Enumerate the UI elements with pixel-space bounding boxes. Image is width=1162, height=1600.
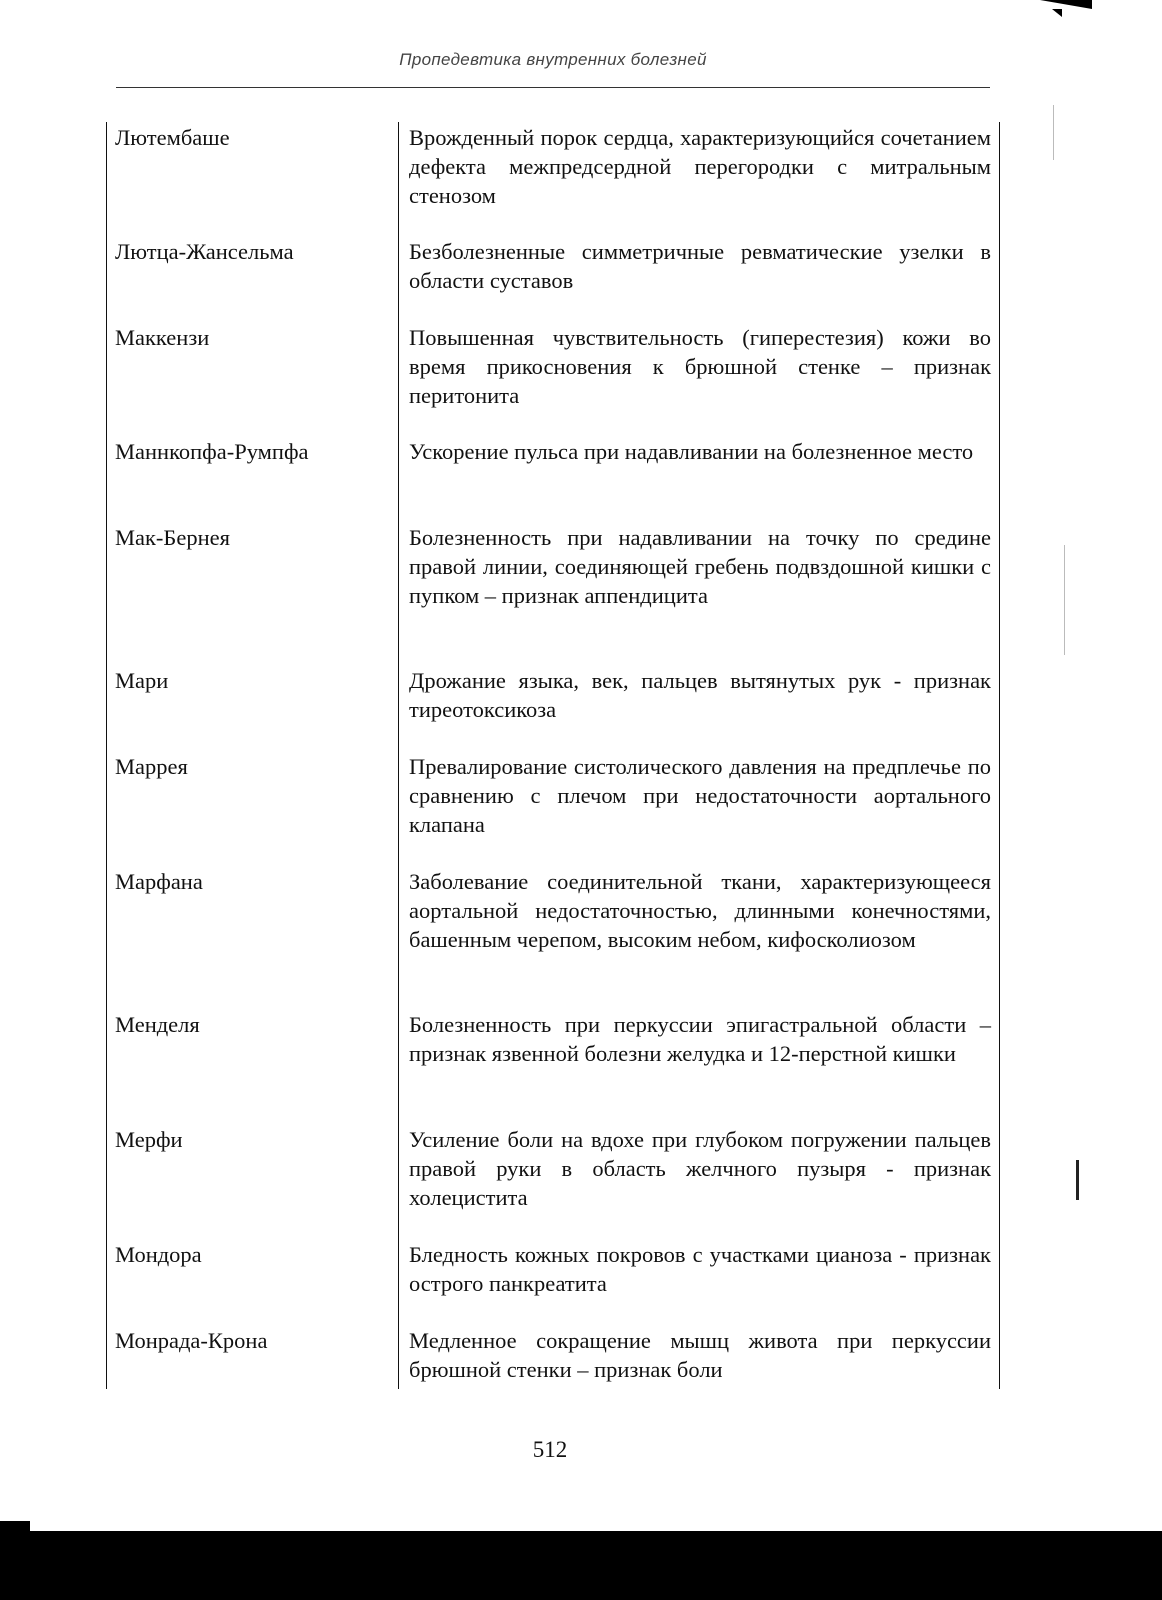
scan-corner-mark xyxy=(1040,0,1092,9)
page-number: 512 xyxy=(532,1437,568,1462)
table-column-divider xyxy=(398,122,399,1389)
eponym-definition: Дрожание языка, век, пальцев вытянутых рук - признак тиреотоксикоза xyxy=(409,668,991,722)
scan-margin-mark xyxy=(1076,1160,1079,1200)
header-rule xyxy=(116,87,990,88)
eponym-definition: Безболезненные симметричные ревматические узелки в области суставов xyxy=(409,239,991,293)
eponym-definition: Повышенная чувствительность (гиперестезия) кожи во время прикосновения к брюшной стенке – признак перитонита xyxy=(409,325,991,408)
eponym-term: Мондора xyxy=(115,1242,202,1267)
eponym-term: Лютца-Жансельма xyxy=(115,239,294,264)
eponym-term: Маррея xyxy=(115,754,188,779)
eponym-term: Мак-Бернея xyxy=(115,525,230,550)
eponym-definition: Усиление боли на вдохе при глубоком погружении пальцев правой руки в область желчного пузыря - признак холецистита xyxy=(409,1127,991,1210)
eponym-term: Марфана xyxy=(115,869,203,894)
eponym-term: Лютембаше xyxy=(115,125,230,150)
table-right-border xyxy=(999,122,1000,1389)
eponym-definition: Болезненность при надавливании на точку по средине правой линии, соединяющей гребень подвздошной кишки с пупком – признак аппендицита xyxy=(409,525,991,608)
eponym-definition: Превалирование систолического давления на предплечье по сравнению с плечом при недостаточности аортального клапана xyxy=(409,754,991,837)
eponym-term: Мари xyxy=(115,668,169,693)
scan-margin-mark xyxy=(1053,105,1054,160)
eponym-term: Маккензи xyxy=(115,325,210,350)
eponym-term: Маннкопфа-Румпфа xyxy=(115,439,309,464)
eponym-definition: Заболевание соединительной ткани, характеризующееся аортальной недостаточностью, длинными конечностями, башенным черепом, высоким небом, кифосколиозом xyxy=(409,869,991,952)
eponym-term: Мерфи xyxy=(115,1127,183,1152)
eponym-definition: Ускорение пульса при надавливании на болезненное место xyxy=(409,439,974,464)
running-header: Пропедевтика внутренних болезней xyxy=(399,50,707,69)
eponym-definition: Болезненность при перкуссии эпигастральной области – признак язвенной болезни желудка и 12-перстной кишки xyxy=(409,1012,991,1066)
eponym-definition: Медленное сокращение мышц живота при перкуссии брюшной стенки – признак боли xyxy=(409,1328,991,1382)
eponym-definition: Врожденный порок сердца, характеризующийся сочетанием дефекта межпредсердной перегородки с митральным стенозом xyxy=(409,125,991,208)
eponym-definition: Бледность кожных покровов с участками цианоза - признак острого панкреатита xyxy=(409,1242,991,1296)
table-left-border xyxy=(106,122,107,1389)
scan-bottom-edge xyxy=(0,1531,1162,1600)
eponym-term: Монрада-Крона xyxy=(115,1328,268,1353)
eponym-term: Менделя xyxy=(115,1012,200,1037)
scan-corner-mark-tail xyxy=(1052,9,1062,17)
scan-margin-mark xyxy=(1064,545,1065,655)
